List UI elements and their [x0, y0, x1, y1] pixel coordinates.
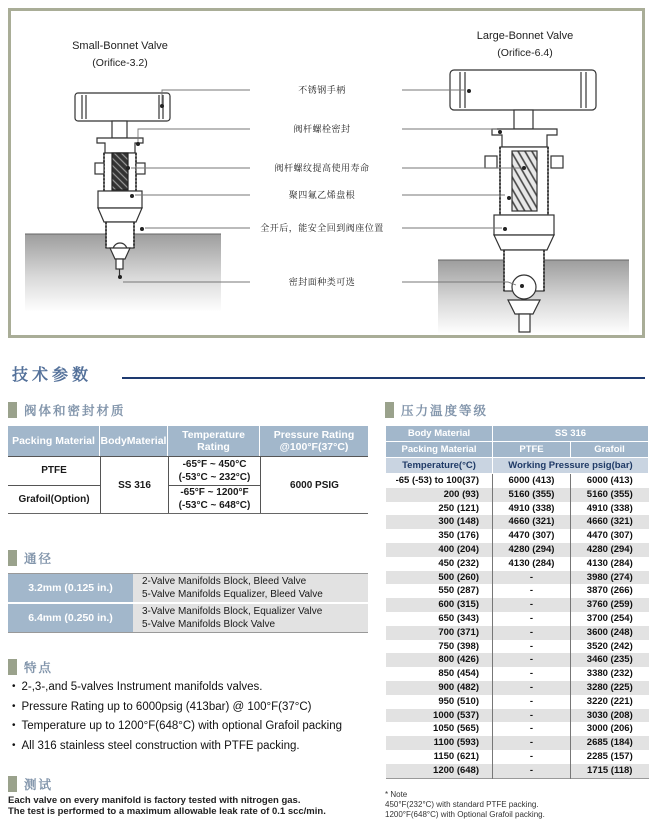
cell-ptfe-pressure: - — [493, 598, 571, 612]
section-materials — [8, 401, 126, 419]
bore-description-line: 3-Valve Manifolds Block, Equalizer Valve — [142, 606, 323, 617]
pressure-header-line2: @100°F(37°C) — [279, 441, 349, 453]
bore-description-cell — [133, 604, 368, 632]
table-row — [386, 722, 649, 736]
callout-label: 密封面种类可选 — [288, 277, 356, 287]
bore-description-line: 5-Valve Manifolds Block Valve — [142, 619, 276, 630]
cell-grafoil-pressure: 2685 (184) — [571, 736, 649, 750]
section-marker — [8, 776, 17, 792]
note-lines — [385, 800, 651, 820]
col-header-packing-material: Packing Material — [8, 426, 100, 456]
test-description — [8, 795, 378, 817]
cell-ptfe-pressure: - — [493, 653, 571, 667]
callout-label: 阀杆螺纹提高使用寿命 — [274, 163, 370, 173]
cell-ptfe-pressure: - — [493, 695, 571, 709]
col-header-body-material: BodyMaterial — [100, 426, 168, 456]
cell-grafoil-pressure: 3030 (208) — [571, 709, 649, 723]
small-valve-subtitle: (Orifice-3.2) — [92, 57, 148, 69]
cell-grafoil-pressure: 4130 (284) — [571, 557, 649, 571]
cell-temperature: 850 (454) — [438, 668, 479, 680]
cell-temperature: -65 (-53) to 100(37) — [395, 475, 479, 486]
table-row — [386, 695, 649, 709]
cell-temperature: 800 (426) — [438, 654, 479, 666]
table-row — [386, 557, 649, 571]
bore-row — [8, 602, 368, 632]
cell-grafoil-pressure: 2285 (157) — [571, 750, 649, 764]
cell-ptfe-pressure: - — [493, 626, 571, 640]
cell-grafoil-pressure: 4470 (307) — [571, 529, 649, 543]
section-title: 阀体和密封材质 — [24, 404, 126, 418]
cell-ptfe-pressure: 4660 (321) — [493, 515, 571, 529]
test-line: Each valve on every manifold is factory tested with nitrogen gas. — [8, 795, 301, 806]
table-row — [386, 543, 649, 557]
table-row — [386, 502, 649, 516]
cell-ptfe-pressure: 4470 (307) — [493, 529, 571, 543]
cell-temperature: 600 (315) — [438, 599, 479, 611]
cell-grafoil-pressure: 4660 (321) — [571, 515, 649, 529]
cell-ptfe-pressure: - — [493, 722, 571, 736]
pressure-header-line1: Pressure Rating — [273, 429, 355, 441]
cell-temperature: 700 (371) — [438, 626, 479, 638]
cell-temperature: 500 (260) — [438, 571, 479, 583]
cell-ptfe-pressure: 4280 (294) — [493, 543, 571, 557]
header-working-pressure: Working Pressure psig(bar) — [493, 458, 649, 474]
section-features — [8, 658, 53, 676]
small-valve-title — [40, 38, 200, 72]
cell-ptfe-pressure: - — [493, 571, 571, 585]
cell-grafoil-pressure: 3280 (225) — [571, 681, 649, 695]
cell-ptfe-pressure: - — [493, 640, 571, 654]
section-bore — [8, 549, 53, 567]
section-marker — [8, 550, 17, 566]
cell-temperature: 900 (482) — [438, 681, 479, 693]
cell-temperature: 750 (398) — [438, 640, 479, 652]
bore-description-line: 5-Valve Manifolds Equalizer, Bleed Valve — [142, 589, 323, 600]
cell-ptfe-pressure: - — [493, 764, 571, 778]
table-row — [386, 474, 649, 488]
cell-temperature: 1050 (565) — [433, 723, 479, 735]
cell-ptfe-pressure: 5160 (355) — [493, 488, 571, 502]
header-ss316: SS 316 — [493, 426, 649, 442]
small-valve-title-text: Small-Bonnet Valve — [72, 40, 168, 52]
table-row — [386, 653, 649, 667]
pressure-temperature-table — [385, 425, 649, 779]
cell-grafoil-pressure: 3220 (221) — [571, 695, 649, 709]
cell-grafoil-pressure: 3980 (274) — [571, 571, 649, 585]
cell-temperature: 250 (121) — [438, 502, 479, 514]
bore-description-cell — [133, 574, 368, 602]
section-marker — [385, 402, 394, 418]
large-valve-subtitle: (Orifice-6.4) — [497, 47, 553, 59]
note-line: 1200°F(648°C) with Optional Grafoil packing. — [385, 810, 545, 819]
table-row — [386, 667, 649, 681]
feature-item: • Pressure Rating up to 6000psig (413bar) @ 100°F(37°C) — [12, 698, 382, 718]
cell-ptfe-pressure: 6000 (413) — [493, 474, 571, 488]
bore-table — [8, 573, 368, 633]
cell-grafoil-pressure: 4910 (338) — [571, 502, 649, 516]
table-note — [385, 790, 651, 820]
cell-ptfe-pressure: 4910 (338) — [493, 502, 571, 516]
cell-ptfe-pressure: - — [493, 736, 571, 750]
cell-temperature: 950 (510) — [438, 695, 479, 707]
cell-temp-grafoil — [168, 485, 260, 514]
cell-packing-grafoil: Grafoil(Option) — [8, 485, 100, 514]
feature-item: • 2-,3-,and 5-valves Instrument manifolds valves. — [12, 678, 382, 698]
pressure-temperature-table-wrap — [385, 425, 648, 779]
table-row — [386, 612, 649, 626]
cell-temperature: 1200 (648) — [433, 764, 479, 776]
temp-line2: (-53°C ~ 232°C) — [178, 471, 251, 483]
section-title: 压力温度等级 — [401, 404, 489, 418]
cell-ptfe-pressure: - — [493, 681, 571, 695]
table-row — [386, 640, 649, 654]
temp-line1: -65°F ~ 1200°F — [180, 487, 249, 499]
table-row — [386, 626, 649, 640]
table-row — [386, 709, 649, 723]
header-grafoil: Grafoil — [571, 442, 649, 458]
callout-label: 不锈钢手柄 — [298, 85, 346, 95]
test-line: The test is performed to a maximum allowable leak rate of 0.1 scc/min. — [8, 806, 326, 817]
cell-grafoil-pressure: 3700 (254) — [571, 612, 649, 626]
cell-grafoil-pressure: 3600 (248) — [571, 626, 649, 640]
col-header-pressure-rating — [260, 426, 368, 456]
header-body-material: Body Material — [386, 426, 493, 442]
table-row — [386, 488, 649, 502]
cell-temperature: 1100 (593) — [433, 737, 479, 749]
heading-rule — [122, 377, 645, 379]
cell-temperature: 1150 (621) — [433, 750, 479, 762]
cell-temperature: 300 (148) — [438, 516, 479, 528]
cell-ptfe-pressure: 4130 (284) — [493, 557, 571, 571]
cell-pressure-rating: 6000 PSIG — [260, 456, 368, 513]
cell-temperature: 350 (176) — [438, 530, 479, 542]
header-packing-material: Packing Material — [386, 442, 493, 458]
table-row — [386, 584, 649, 598]
cell-grafoil-pressure: 3870 (266) — [571, 584, 649, 598]
cell-temperature: 1000 (537) — [433, 709, 479, 721]
bore-size-cell: 3.2mm (0.125 in.) — [8, 574, 133, 602]
cell-temperature: 200 (93) — [443, 488, 479, 500]
materials-table — [8, 426, 368, 514]
note-line: 450°F(232°C) with standard PTFE packing. — [385, 800, 539, 809]
cell-temperature: 450 (232) — [438, 557, 479, 569]
table-row — [386, 529, 649, 543]
temp-line1: -65°F ~ 450°C — [182, 458, 247, 470]
section-title: 通径 — [24, 552, 54, 566]
table-row — [386, 764, 649, 778]
cell-ptfe-pressure: - — [493, 584, 571, 598]
table-row — [386, 571, 649, 585]
header-ptfe: PTFE — [493, 442, 571, 458]
cell-temperature: 400 (204) — [438, 543, 479, 555]
section-test — [8, 775, 53, 793]
note-title: * Note — [385, 790, 408, 799]
cell-grafoil-pressure: 3380 (232) — [571, 667, 649, 681]
cell-ptfe-pressure: - — [493, 612, 571, 626]
cell-grafoil-pressure: 5160 (355) — [571, 488, 649, 502]
feature-item: • All 316 stainless steel construction with PTFE packing. — [12, 737, 382, 757]
large-valve-title-text: Large-Bonnet Valve — [476, 30, 574, 42]
cell-grafoil-pressure: 3760 (259) — [571, 598, 649, 612]
cell-ptfe-pressure: - — [493, 667, 571, 681]
cell-grafoil-pressure: 6000 (413) — [571, 474, 649, 488]
section-pressure-temperature — [385, 401, 488, 419]
cell-packing-ptfe: PTFE — [8, 456, 100, 485]
cell-grafoil-pressure: 1715 (118) — [571, 764, 649, 778]
bore-row — [8, 574, 368, 602]
cell-ptfe-pressure: - — [493, 750, 571, 764]
header-temperature: Temperature(°C) — [386, 458, 493, 474]
callout-label: 阀杆螺栓密封 — [293, 124, 351, 134]
cell-temperature: 650 (343) — [438, 612, 479, 624]
temp-line2: (-53°C ~ 648°C) — [178, 500, 251, 512]
cell-grafoil-pressure: 3460 (235) — [571, 653, 649, 667]
section-marker — [8, 402, 17, 418]
valve-diagram — [8, 8, 645, 338]
cell-ptfe-pressure: - — [493, 709, 571, 723]
section-title: 测试 — [24, 778, 54, 792]
cell-temp-ptfe — [168, 456, 260, 485]
callout-label: 全开后，能安全回到阀座位置 — [260, 223, 384, 233]
cell-temperature: 550 (287) — [438, 585, 479, 597]
callout-label: 聚四氟乙烯盘根 — [288, 190, 356, 200]
col-header-temperature-rating: Temperature Rating — [168, 426, 260, 456]
tech-parameters-heading: 技术参数 — [12, 367, 93, 384]
table-row — [386, 681, 649, 695]
table-row — [386, 736, 649, 750]
bore-size-cell: 6.4mm (0.250 in.) — [8, 604, 133, 632]
table-row — [386, 515, 649, 529]
cell-grafoil-pressure: 3520 (242) — [571, 640, 649, 654]
features-list — [12, 678, 382, 756]
table-row — [386, 598, 649, 612]
bore-description-line: 2-Valve Manifolds Block, Bleed Valve — [142, 576, 307, 587]
cell-body-material: SS 316 — [100, 456, 168, 513]
feature-item: • Temperature up to 1200°F(648°C) with optional Grafoil packing — [12, 717, 382, 737]
cell-grafoil-pressure: 3000 (206) — [571, 722, 649, 736]
cell-grafoil-pressure: 4280 (294) — [571, 543, 649, 557]
table-row — [386, 750, 649, 764]
section-marker — [8, 659, 17, 675]
large-valve-title — [445, 28, 605, 62]
section-title: 特点 — [24, 661, 54, 675]
